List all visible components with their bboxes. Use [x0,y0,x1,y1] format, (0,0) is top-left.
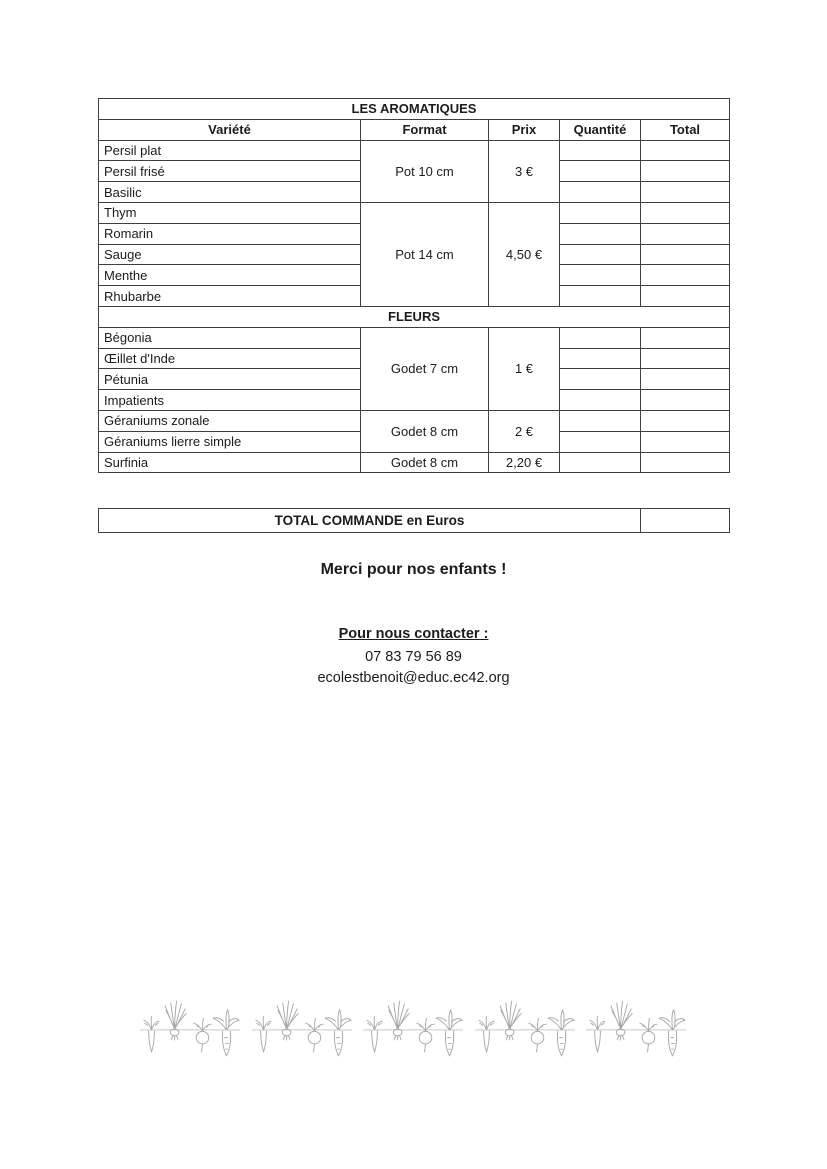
vegetables-sketch-icon [252,997,352,1061]
total-cell [641,452,730,473]
total-cell [641,431,730,452]
format-cell: Pot 14 cm [361,202,489,306]
total-commande-label: TOTAL COMMANDE en Euros [99,509,641,533]
quantity-cell [560,182,641,203]
total-cell [641,390,730,411]
quantity-cell [560,390,641,411]
quantity-cell [560,223,641,244]
format-cell: Godet 8 cm [361,452,489,473]
total-cell [641,327,730,348]
total-cell [641,202,730,223]
format-cell: Pot 10 cm [361,140,489,202]
total-cell [641,410,730,431]
variety-cell: Bégonia [99,327,361,348]
price-cell: 3 € [489,140,560,202]
total-cell [641,223,730,244]
quantity-cell [560,452,641,473]
total-cell [641,369,730,390]
variety-cell: Rhubarbe [99,286,361,307]
quantity-cell [560,431,641,452]
section-title-aromatiques: LES AROMATIQUES [99,99,730,120]
quantity-cell [560,369,641,390]
vegetables-sketch-icon [140,997,240,1061]
contact-email: ecolestbenoit@educ.ec42.org [317,670,510,686]
variety-cell: Menthe [99,265,361,286]
variety-cell: Surfinia [99,452,361,473]
quantity-cell [560,244,641,265]
variety-cell: Œillet d'Inde [99,348,361,369]
table-row [99,452,730,473]
table-row [99,140,730,161]
table-row [99,202,730,223]
total-cell [641,140,730,161]
footer-decoration-row [140,997,686,1061]
total-commande-value-cell [641,509,730,533]
variety-cell: Sauge [99,244,361,265]
table-row [99,327,730,348]
variety-cell: Impatients [99,390,361,411]
total-cell [641,265,730,286]
format-cell: Godet 8 cm [361,410,489,452]
quantity-cell [560,348,641,369]
variety-cell: Basilic [99,182,361,203]
price-cell: 2 € [489,410,560,452]
variety-cell: Pétunia [99,369,361,390]
vegetables-sketch-icon [475,997,575,1061]
column-header-prix: Prix [489,119,560,140]
contact-heading: Pour nous contacter : [338,626,489,642]
total-cell [641,244,730,265]
price-cell: 4,50 € [489,202,560,306]
variety-cell: Romarin [99,223,361,244]
variety-cell: Géraniums zonale [99,410,361,431]
quantity-cell [560,410,641,431]
vegetables-sketch-icon [586,997,686,1061]
variety-cell: Persil frisé [99,161,361,182]
thanks-message: Merci pour nos enfants ! [320,561,507,578]
column-header-format: Format [361,119,489,140]
variety-cell: Géraniums lierre simple [99,431,361,452]
vegetables-sketch-icon [363,997,463,1061]
price-cell: 1 € [489,327,560,410]
column-header-total: Total [641,119,730,140]
quantity-cell [560,140,641,161]
format-cell: Godet 7 cm [361,327,489,410]
price-cell: 2,20 € [489,452,560,473]
total-cell [641,161,730,182]
quantity-cell [560,265,641,286]
column-header-variete: Variété [99,119,361,140]
section-title-fleurs: FLEURS [99,306,730,327]
total-cell [641,182,730,203]
table-row [99,410,730,431]
total-cell [641,286,730,307]
contact-phone: 07 83 79 56 89 [365,649,462,665]
column-header-quantite: Quantité [560,119,641,140]
order-table [98,98,730,473]
total-table [98,508,730,533]
total-cell [641,348,730,369]
quantity-cell [560,286,641,307]
variety-cell: Persil plat [99,140,361,161]
quantity-cell [560,202,641,223]
quantity-cell [560,161,641,182]
variety-cell: Thym [99,202,361,223]
quantity-cell [560,327,641,348]
